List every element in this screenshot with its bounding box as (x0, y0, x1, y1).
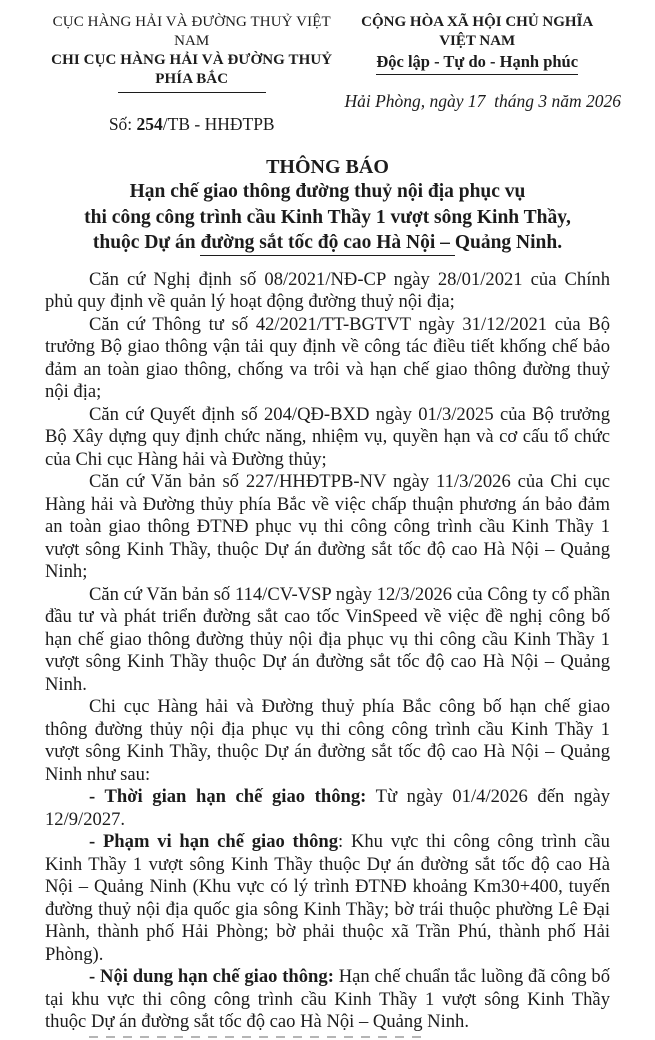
restriction-time-label: - Thời gian hạn chế giao thông: (89, 786, 367, 807)
title-line-3-underlined: đường sắt tốc độ cao Hà Nội – (200, 232, 454, 256)
title-line-3-prefix: thuộc Dự án (92, 232, 201, 253)
document-body (45, 269, 610, 1040)
document-title-block (45, 155, 610, 256)
title-line-2: thi công công trình cầu Kinh Thầy 1 vượt sông Kinh Thầy, (84, 206, 571, 228)
document-number (45, 114, 338, 135)
issuing-agency-block (45, 13, 344, 135)
document-number-suffix: /TB - HHĐTPB (162, 114, 275, 134)
parent-agency-name: CỤC HÀNG HẢI VÀ ĐƯỜNG THUỶ VIỆT NAM (52, 14, 331, 49)
restriction-content-label: - Nội dung hạn chế giao thông: (89, 966, 334, 987)
legal-basis-paragraph: Căn cứ Nghị định số 08/2021/NĐ-CP ngày 28/01/2021 của Chính phủ quy định về quản lý hoạt động đường thuỷ nội địa; (45, 268, 610, 312)
national-motto-block (344, 13, 622, 135)
title-line-3-suffix: Quảng Ninh. (454, 232, 563, 253)
agency-underline-rule (118, 92, 266, 93)
restriction-content-text: Hạn chế chuẩn tắc luồng đã công bố tại khu vực thi công công trình cầu Kinh Thầy 1 vượt sông Kinh Thầy thuộc Dự án đường sắt tốc độ cao Hà Nội – Quảng Ninh. (45, 966, 610, 1032)
legal-basis-paragraph: Căn cứ Thông tư số 42/2021/TT-BGTVT ngày 31/12/2021 của Bộ trưởng Bộ giao thông vận tải quy định về công tác điều tiết khống chế bảo đảm an toàn giao thông, chống va trôi và hạn chế giao thông đường thuỷ nội địa; (45, 313, 610, 402)
cut-off-next-line (89, 1036, 425, 1040)
document-number-value: 254 (136, 114, 163, 134)
issuing-agency-name: CHI CỤC HÀNG HẢI VÀ ĐƯỜNG THUỶ PHÍA BẮC (51, 52, 333, 87)
restriction-scope-label: - Phạm vi hạn chế giao thông (89, 831, 339, 852)
restriction-time-item (45, 786, 610, 831)
restriction-scope-item (45, 831, 610, 966)
legal-basis-paragraph: Căn cứ Quyết định số 204/QĐ-BXD ngày 01/3/2025 của Bộ trưởng Bộ Xây dựng quy định chức năng, nhiệm vụ, quyền hạn và cơ cấu tổ chức của Chi cục Hàng hải và Đường thủy; (45, 403, 610, 470)
legal-basis-paragraph: Căn cứ Văn bản số 114/CV-VSP ngày 12/3/2026 của Công ty cổ phần đầu tư và phát triển đường sắt cao tốc VinSpeed về việc đề nghị công bố hạn chế giao thông đường thủy nội địa phục vụ thi công cầu Kinh Thầy 1 vượt sông Kinh Thầy thuộc Dự án đường sắt tốc độ cao Hà Nội – Quảng Ninh. (45, 583, 610, 695)
announcement-paragraph: Chi cục Hàng hải và Đường thuỷ phía Bắc công bố hạn chế giao thông đường thủy nội địa phục vụ thi công công trình cầu Kinh Thầy 1 vượt sông Kinh Thầy, thuộc Dự án đường sắt tốc độ cao Hà Nội – Quảng Ninh như sau: (45, 696, 610, 785)
restriction-content-item (45, 966, 610, 1034)
restriction-time-text: Từ ngày 01/4/2026 đến ngày 12/9/2027. (45, 786, 611, 830)
place-and-date: Hải Phòng, ngày 17 tháng 3 năm 2026 (344, 91, 622, 111)
national-title: CỘNG HÒA XÃ HỘI CHỦ NGHĨA VIỆT NAM (361, 14, 594, 49)
title-line-1: Hạn chế giao thông đường thuỷ nội địa phục vụ (129, 181, 526, 202)
national-motto: Độc lập - Tự do - Hạnh phúc (376, 51, 578, 75)
legal-basis-paragraph: Căn cứ Văn bản số 227/HHĐTPB-NV ngày 11/3/2026 của Chi cục Hàng hải và Đường thủy phía Bắc về việc chấp thuận phương án bảo đảm an toàn giao thông ĐTNĐ phục vụ thi công công trình cầu Kinh Thầy 1 vượt sông Kinh Thầy, thuộc Dự án đường sắt tốc độ cao Hà Nội – Quảng Ninh; (45, 471, 610, 582)
restriction-scope-text: : Khu vực thi công công trình cầu Kinh Thầy 1 vượt sông Kinh Thầy thuộc Dự án đường sắt tốc độ cao Hà Nội – Quảng Ninh (Khu vực có lý trình ĐTNĐ khoảng Km30+400, tuyến đường thuỷ nội địa quốc gia sông Kinh Thầy; bờ trái thuộc phường Lê Đại Hành, thành phố Hải Phòng; bờ phải thuộc xã Trần Phú, thành phố Hải Phòng). (45, 831, 610, 965)
document-type-heading: THÔNG BÁO (266, 156, 389, 178)
title-line-3 (45, 230, 610, 256)
document-header (45, 13, 622, 135)
document-number-prefix: Số: (108, 114, 137, 134)
